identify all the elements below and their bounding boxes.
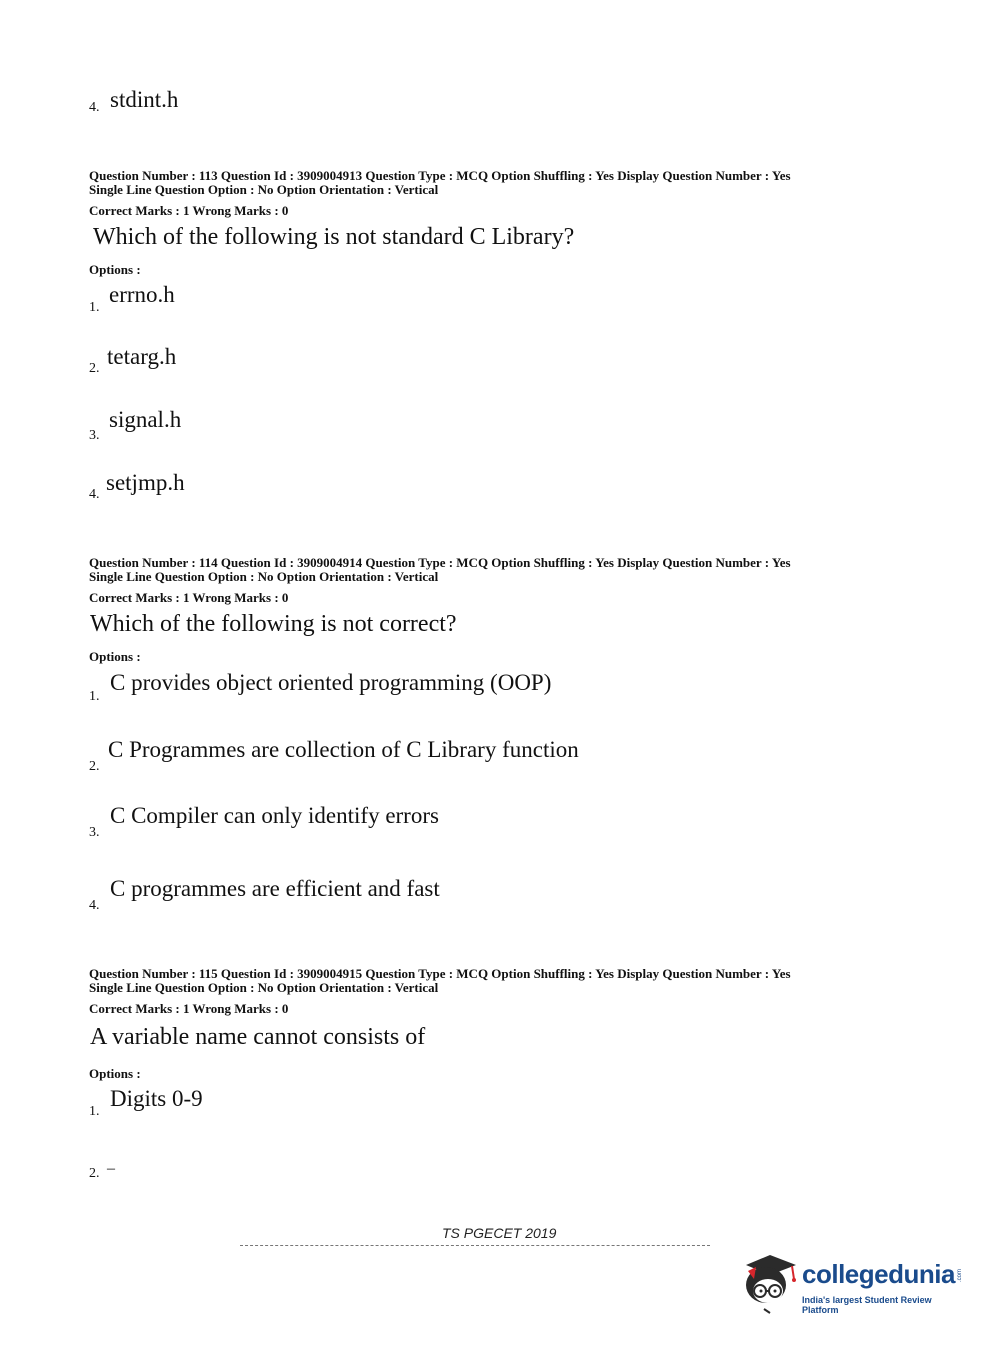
option-text: C Programmes are collection of C Library function [108, 737, 579, 762]
question-meta-line2: Single Line Question Option : No Option Orientation : Vertical [89, 182, 439, 197]
option-number: 3. [89, 428, 100, 443]
options-label: Options : [89, 649, 141, 664]
option-number: 1. [89, 1104, 100, 1119]
option-text: C Compiler can only identify errors [110, 803, 439, 828]
option-text: Digits 0-9 [110, 1086, 203, 1111]
option-text: tetarg.h [107, 344, 177, 369]
option-number: 4. [89, 487, 100, 502]
option-number: 4. [89, 100, 100, 115]
question-meta-line1: Question Number : 115 Question Id : 3909004915 Question Type : MCQ Option Shuffling : Yes Display Question Number : Yes [89, 966, 791, 981]
question-115-text: A variable name cannot consists of [90, 1024, 426, 1050]
question-marks: Correct Marks : 1 Wrong Marks : 0 [89, 1001, 289, 1016]
option-text: setjmp.h [106, 470, 185, 495]
option-number: 2. [89, 759, 100, 774]
graduate-mascot-icon [740, 1247, 802, 1315]
logo-tagline: India's largest Student Review Platform [802, 1295, 932, 1315]
question-113-block [89, 169, 791, 218]
question-meta-line1: Question Number : 114 Question Id : 3909004914 Question Type : MCQ Option Shuffling : Yes Display Question Number : Yes [89, 555, 791, 570]
option-number: 3. [89, 825, 100, 840]
logo-wordmark: collegedunia [802, 1259, 955, 1289]
option-text: stdint.h [110, 87, 179, 112]
question-114-text: Which of the following is not correct? [90, 611, 457, 637]
option-number: 2. [89, 361, 100, 376]
option-text: signal.h [109, 407, 182, 432]
collegedunia-logo [740, 1247, 970, 1317]
footer-divider [240, 1245, 710, 1246]
option-number: 2. [89, 1166, 100, 1181]
footer-title: TS PGECET 2019 [442, 1225, 557, 1241]
question-meta-line2: Single Line Question Option : No Option Orientation : Vertical [89, 980, 439, 995]
option-text: C provides object oriented programming (OOP) [110, 670, 552, 695]
question-114-block [89, 556, 791, 605]
question-meta-line1: Question Number : 113 Question Id : 3909004913 Question Type : MCQ Option Shuffling : Yes Display Question Number : Yes [89, 168, 791, 183]
options-label: Options : [89, 262, 141, 277]
question-marks: Correct Marks : 1 Wrong Marks : 0 [89, 590, 289, 605]
option-text: – [107, 1160, 115, 1177]
question-meta-line2: Single Line Question Option : No Option Orientation : Vertical [89, 569, 439, 584]
question-marks: Correct Marks : 1 Wrong Marks : 0 [89, 203, 289, 218]
option-number: 4. [89, 898, 100, 913]
option-number: 1. [89, 689, 100, 704]
option-text: errno.h [109, 282, 175, 307]
question-113-text: Which of the following is not standard C Library? [93, 224, 575, 250]
options-label: Options : [89, 1066, 141, 1081]
logo-suffix: .com [957, 1269, 963, 1283]
question-115-block [89, 967, 791, 1016]
option-number: 1. [89, 300, 100, 315]
option-text: C programmes are efficient and fast [110, 876, 440, 901]
